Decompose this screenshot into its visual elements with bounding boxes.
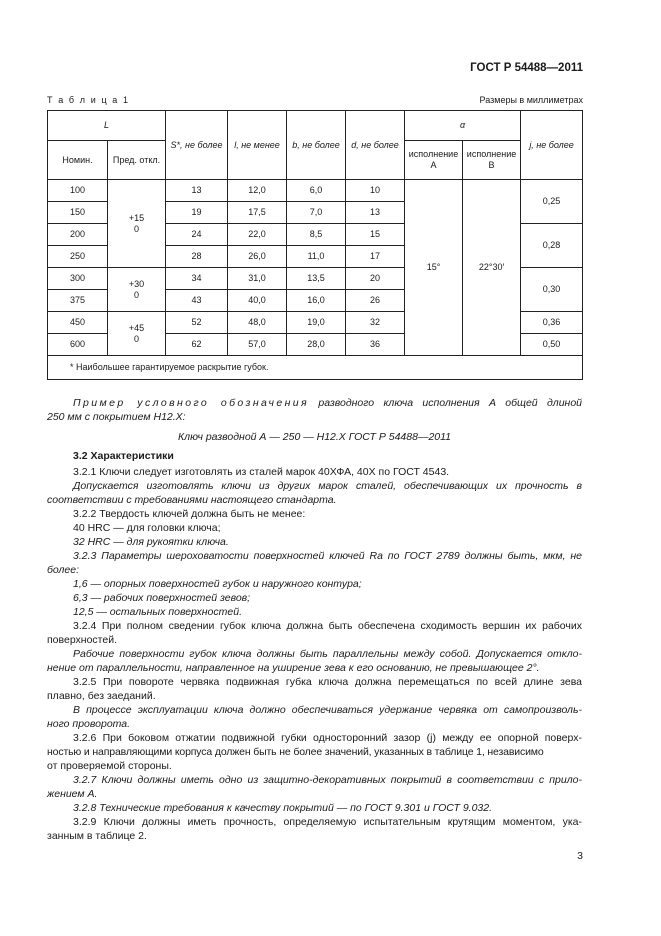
header-L: L <box>48 111 166 141</box>
cell-L: 600 <box>48 334 108 356</box>
cell-j: 0,36 <box>521 312 583 334</box>
cell-d: 15 <box>346 224 405 246</box>
text-line: 3.2.8 Технические требования к качеству покрытий — по ГОСТ 9.301 и ГОСТ 9.032. <box>73 802 493 814</box>
header-exec-a: исполнение A <box>405 141 463 180</box>
cell-j: 0,30 <box>521 268 583 312</box>
page-number: 3 <box>577 850 583 862</box>
cell-b: 8,5 <box>287 224 346 246</box>
cell-d: 36 <box>346 334 405 356</box>
table-caption: Т а б л и ц а 1 <box>47 95 130 105</box>
cell-S: 24 <box>166 224 228 246</box>
section-title: 3.2 Характеристики <box>73 450 174 462</box>
cell-S: 34 <box>166 268 228 290</box>
header-exec-b: исполнение B <box>463 141 521 180</box>
text-line: ного проворота. <box>47 718 131 730</box>
example-line-2: 250 мм с покрытием Н12.Х: <box>47 411 186 423</box>
text-line: плавно, без заеданий. <box>47 690 156 702</box>
header-d: d, не более <box>346 111 405 180</box>
cell-alpha-a: 15° <box>405 180 463 356</box>
header-tolerance: Пред. откл. <box>108 141 166 180</box>
cell-tolerance: +45 0 <box>108 312 166 356</box>
cell-l: 17,5 <box>228 202 287 224</box>
text-line: 3.2.5 При повороте червяка подвижная губка ключа должна перемещаться по всей длине зева <box>73 676 582 688</box>
text-line: от проверяемой стороны. <box>47 760 172 772</box>
cell-b: 7,0 <box>287 202 346 224</box>
cell-b: 19,0 <box>287 312 346 334</box>
cell-l: 40,0 <box>228 290 287 312</box>
cell-L: 150 <box>48 202 108 224</box>
text-line: Допускается изготовлять ключи из других марок сталей, обеспечивающих их прочность в <box>73 480 582 492</box>
cell-j: 0,28 <box>521 224 583 268</box>
table-row <box>48 180 583 202</box>
cell-l: 22,0 <box>228 224 287 246</box>
text-line: 32 HRC — для рукоятки ключа. <box>73 536 229 548</box>
cell-L: 300 <box>48 268 108 290</box>
cell-b: 28,0 <box>287 334 346 356</box>
cell-L: 375 <box>48 290 108 312</box>
cell-L: 200 <box>48 224 108 246</box>
cell-S: 52 <box>166 312 228 334</box>
cell-alpha-b: 22°30′ <box>463 180 521 356</box>
text-line: занным в таблице 2. <box>47 830 147 842</box>
text-line: 3.2.6 При боковом отжатии подвижной губки односторонний зазор (j) между ее опорной поверх- <box>73 732 582 744</box>
text-line: более: <box>47 564 80 576</box>
example-line-1: Пример условного обозначения разводного ключа исполнения А общей длиной <box>73 397 582 409</box>
cell-d: 20 <box>346 268 405 290</box>
header-j: j, не более <box>521 111 583 180</box>
header-nominal: Номин. <box>48 141 108 180</box>
cell-d: 32 <box>346 312 405 334</box>
text-line: 3.2.2 Твердость ключей должна быть не менее: <box>73 508 306 520</box>
cell-tolerance: +15 0 <box>108 180 166 268</box>
table-footnote: * Наибольшее гарантируемое раскрытие губок. <box>48 356 583 380</box>
cell-b: 16,0 <box>287 290 346 312</box>
text-line: 3.2.1 Ключи следует изготовлять из сталей марок 40ХФА, 40Х по ГОСТ 4543. <box>73 466 450 478</box>
header-b: b, не более <box>287 111 346 180</box>
cell-S: 19 <box>166 202 228 224</box>
example-designation: Ключ разводной А — 250 — Н12.Х ГОСТ Р 54488—2011 <box>177 431 452 443</box>
text-line: жением А. <box>47 788 98 800</box>
header-l: l, не менее <box>228 111 287 180</box>
text-line: 3.2.4 При полном сведении губок ключа должна быть обеспечена сходимость вершин их рабочих <box>73 620 582 632</box>
cell-l: 26,0 <box>228 246 287 268</box>
text-line: 1,6 — опорных поверхностей губок и наружного контура; <box>73 578 362 590</box>
text-line: Рабочие поверхности губок ключа должны быть параллельны между собой. Допускается откло- <box>73 648 582 660</box>
cell-S: 28 <box>166 246 228 268</box>
table-units: Размеры в миллиметрах <box>479 95 583 105</box>
text-line: 3.2.3 Параметры шероховатости поверхностей ключей Ra по ГОСТ 2789 должны быть, мкм, не <box>73 550 582 562</box>
document-header: ГОСТ Р 54488—2011 <box>470 62 583 74</box>
cell-d: 10 <box>346 180 405 202</box>
cell-L: 100 <box>48 180 108 202</box>
cell-d: 26 <box>346 290 405 312</box>
cell-b: 6,0 <box>287 180 346 202</box>
cell-L: 250 <box>48 246 108 268</box>
cell-l: 57,0 <box>228 334 287 356</box>
text-line: 12,5 — остальных поверхностей. <box>73 606 242 618</box>
cell-tolerance: +30 0 <box>108 268 166 312</box>
text-line: нение от параллельности, направленное на уширение зева к его основанию, не превышающее 2°. <box>47 662 540 674</box>
cell-j: 0,25 <box>521 180 583 224</box>
text-line: ностью и направляющими корпуса должен быть не более значений, указанных в таблице 1, независимо <box>47 746 544 758</box>
text-line: 40 HRC — для головки ключа; <box>73 522 221 534</box>
cell-d: 13 <box>346 202 405 224</box>
dimensions-table <box>47 110 583 380</box>
cell-b: 13,5 <box>287 268 346 290</box>
text-line: 3.2.9 Ключи должны иметь прочность, определяемую испытательным крутящим моментом, ука- <box>73 816 582 828</box>
cell-S: 43 <box>166 290 228 312</box>
header-S: S*, не более <box>166 111 228 180</box>
text-line: В процессе эксплуатации ключа должно обеспечиваться удержание червяка от самопроизволь- <box>73 704 582 716</box>
cell-b: 11,0 <box>287 246 346 268</box>
text-line: соответствии с требованиями настоящего стандарта. <box>47 494 337 506</box>
cell-j: 0,50 <box>521 334 583 356</box>
cell-l: 12,0 <box>228 180 287 202</box>
cell-l: 31,0 <box>228 268 287 290</box>
cell-S: 13 <box>166 180 228 202</box>
text-line: поверхностей. <box>47 634 117 646</box>
cell-L: 450 <box>48 312 108 334</box>
cell-l: 48,0 <box>228 312 287 334</box>
cell-d: 17 <box>346 246 405 268</box>
header-alpha: α <box>405 111 521 141</box>
cell-S: 62 <box>166 334 228 356</box>
text-line: 6,3 — рабочих поверхностей зевов; <box>73 592 251 604</box>
text-line: 3.2.7 Ключи должны иметь одно из защитно-декоративных покрытий в соответствии с прило- <box>73 774 582 786</box>
